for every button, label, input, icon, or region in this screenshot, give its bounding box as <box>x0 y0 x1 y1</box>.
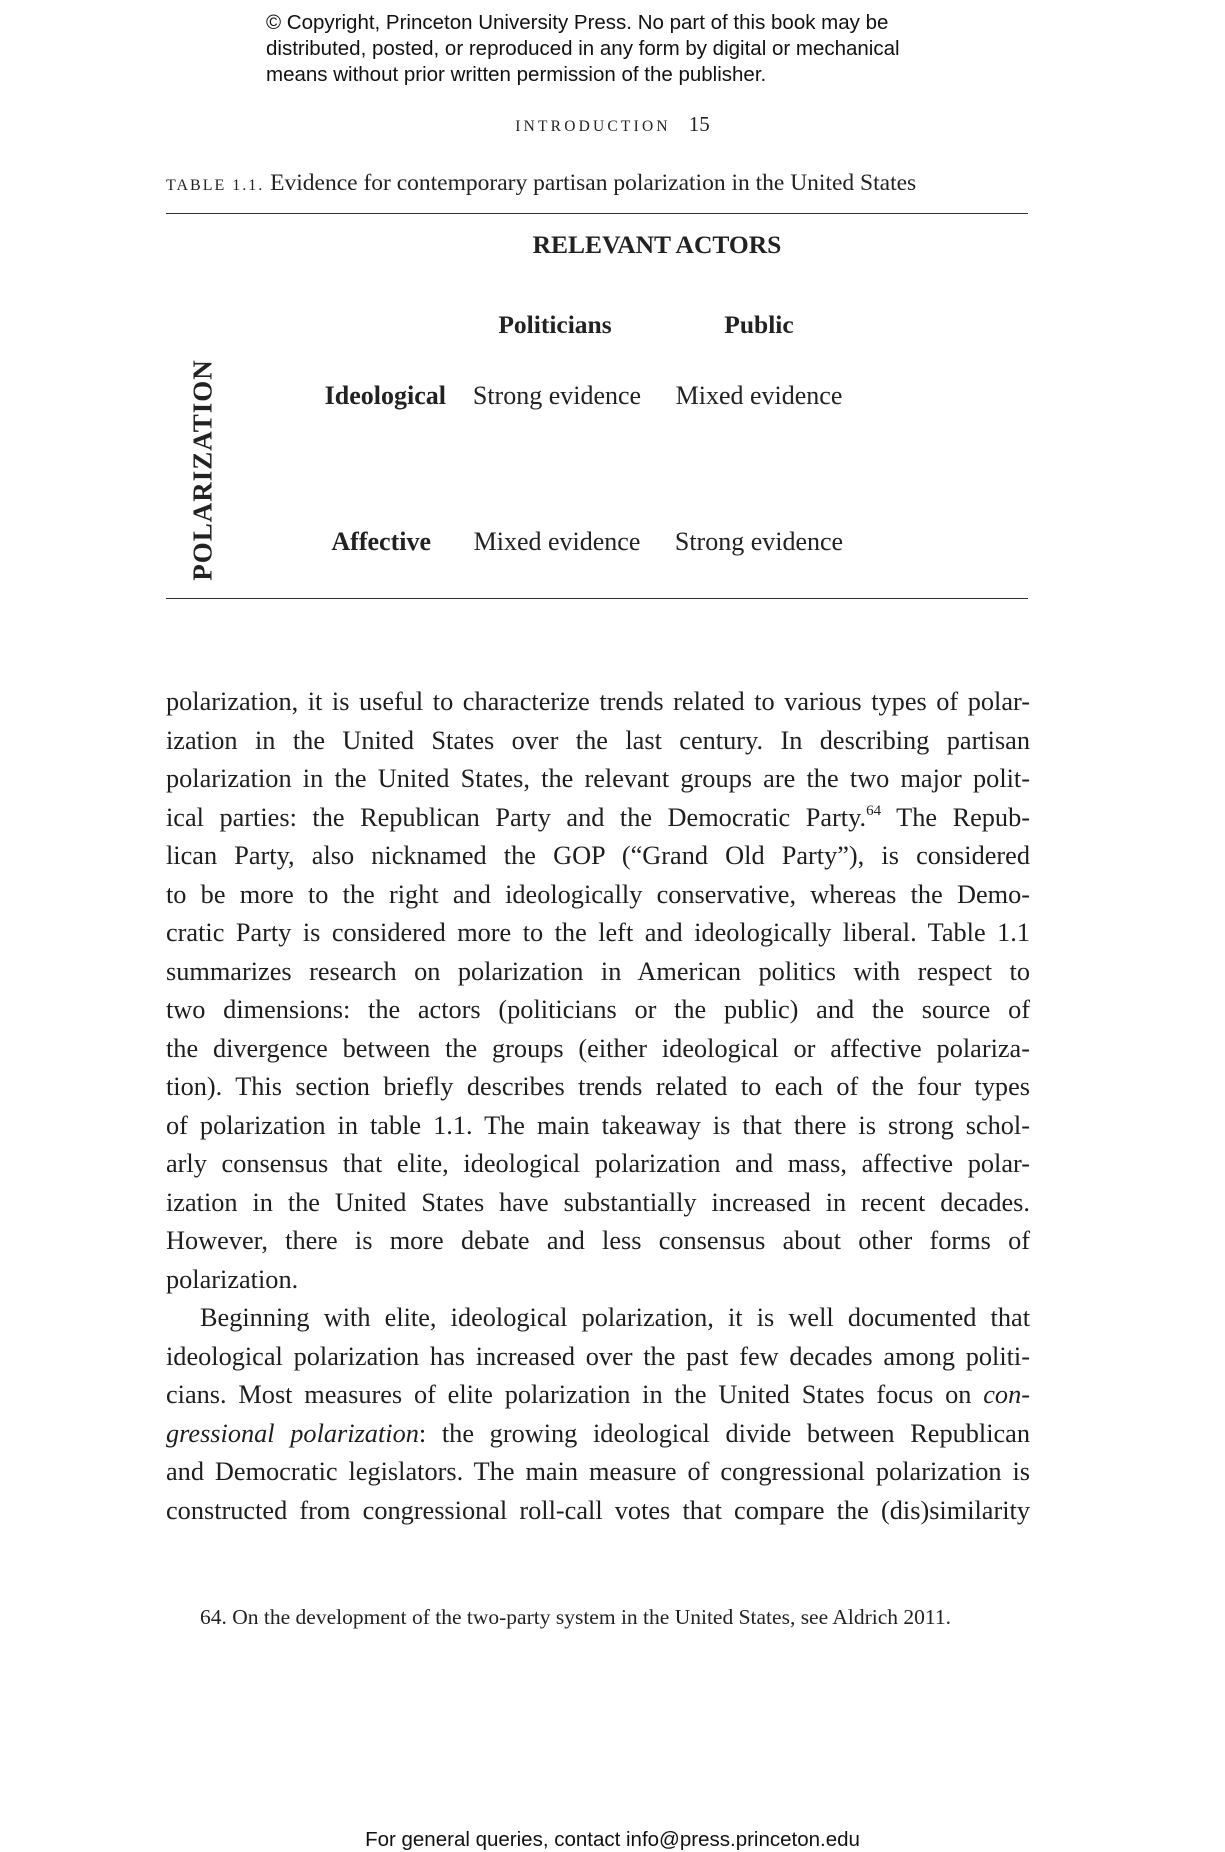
table-bottom-rule <box>166 598 1028 599</box>
text-line <box>166 799 1030 838</box>
text-line: the divergence between the groups (either ideological or affective polariza- <box>166 1033 1030 1063</box>
text-line: to be more to the right and ideologically conservative, whereas the Demo- <box>166 879 1030 909</box>
cell-affective-public: Strong evidence <box>674 527 844 556</box>
footnote: 64. On the development of the two-party system in the United States, see Aldrich 2011. <box>200 1605 951 1629</box>
copyright-line: distributed, posted, or reproduced in any form by digital or mechanical <box>266 37 900 60</box>
italic-term: gressional polarization <box>166 1418 419 1448</box>
relevant-actors-header: RELEVANT ACTORS <box>532 230 782 259</box>
text-line: of polarization in table 1.1. The main takeaway is that there is strong schol- <box>166 1110 1030 1140</box>
table-caption <box>166 170 1036 197</box>
table-caption-text: Evidence for contemporary partisan polarization in the United States <box>270 170 917 196</box>
text-line: However, there is more debate and less consensus about other forms of <box>166 1226 1030 1255</box>
column-header-public: Public <box>724 310 794 339</box>
text-line: polarization. <box>166 1264 299 1294</box>
table-label: TABLE 1.1. <box>166 177 265 194</box>
cell-ideological-politicians: Strong evidence <box>472 381 642 410</box>
italic-term: con- <box>983 1380 1030 1409</box>
footnote-reference[interactable]: 64 <box>866 802 882 819</box>
paragraph <box>166 683 1030 1299</box>
text-line: ization in the United States over the last century. In describing partisan <box>166 725 1030 755</box>
text-span: cians. Most measures of elite polarization in the United States focus on <box>166 1380 984 1409</box>
text-line: Beginning with elite, ideological polarization, it is well documented that <box>200 1303 1030 1332</box>
text-line: polarization in the United States, the relevant groups are the two major polit- <box>166 764 1030 793</box>
copyright-notice <box>266 10 1026 88</box>
text-line: arly consensus that elite, ideological polarization and mass, affective polar- <box>166 1149 1030 1178</box>
page-number: 15 <box>688 112 710 136</box>
footer-contact: For general queries, contact info@press.princeton.edu <box>365 1828 860 1851</box>
text-line: polarization, it is useful to characterize trends related to various types of polar- <box>166 687 1030 716</box>
text-line: lican Party, also nicknamed the GOP (“Grand Old Party”), is considered <box>166 841 1030 870</box>
running-head <box>0 112 1225 137</box>
text-line: constructed from congressional roll-call votes that compare the (dis)similarity <box>166 1495 1030 1525</box>
text-line: two dimensions: the actors (politicians or the public) and the source of <box>166 995 1030 1024</box>
text-line: and Democratic legislators. The main measure of congressional polarization is <box>166 1457 1030 1486</box>
text-line: ization in the United States have substantially increased in recent decades. <box>166 1187 1030 1217</box>
text-line: cratic Party is considered more to the left and ideologically liberal. Table 1.1 <box>166 918 1030 947</box>
cell-affective-politicians: Mixed evidence <box>473 527 641 556</box>
copyright-line: © Copyright, Princeton University Press. No part of this book may be <box>266 11 889 34</box>
row-header-ideological: Ideological <box>324 381 446 410</box>
running-head-title: INTRODUCTION <box>515 118 671 135</box>
text-line: tion). This section briefly describes trends related to each of the four types <box>166 1072 1030 1101</box>
column-header-politicians: Politicians <box>498 310 612 339</box>
text-line <box>166 1376 1030 1415</box>
body-text <box>166 683 1030 1530</box>
copyright-line: means without prior written permission of the publisher. <box>266 63 767 86</box>
table-top-rule <box>166 213 1028 214</box>
text-line <box>166 1415 1030 1454</box>
polarization-row-header: POLARIZATION <box>187 359 218 581</box>
text-span: : the growing ideological divide between Republican <box>418 1418 1030 1448</box>
row-header-affective: Affective <box>331 527 431 556</box>
text-span: ical parties: the Republican Party and the Democratic Party. <box>166 802 867 832</box>
text-line: summarizes research on polarization in American politics with respect to <box>166 956 1030 986</box>
text-span: The Repub- <box>881 802 1030 832</box>
paragraph <box>166 1299 1030 1530</box>
cell-ideological-public: Mixed evidence <box>675 381 843 410</box>
text-line: ideological polarization has increased over the past few decades among politi- <box>166 1341 1030 1371</box>
